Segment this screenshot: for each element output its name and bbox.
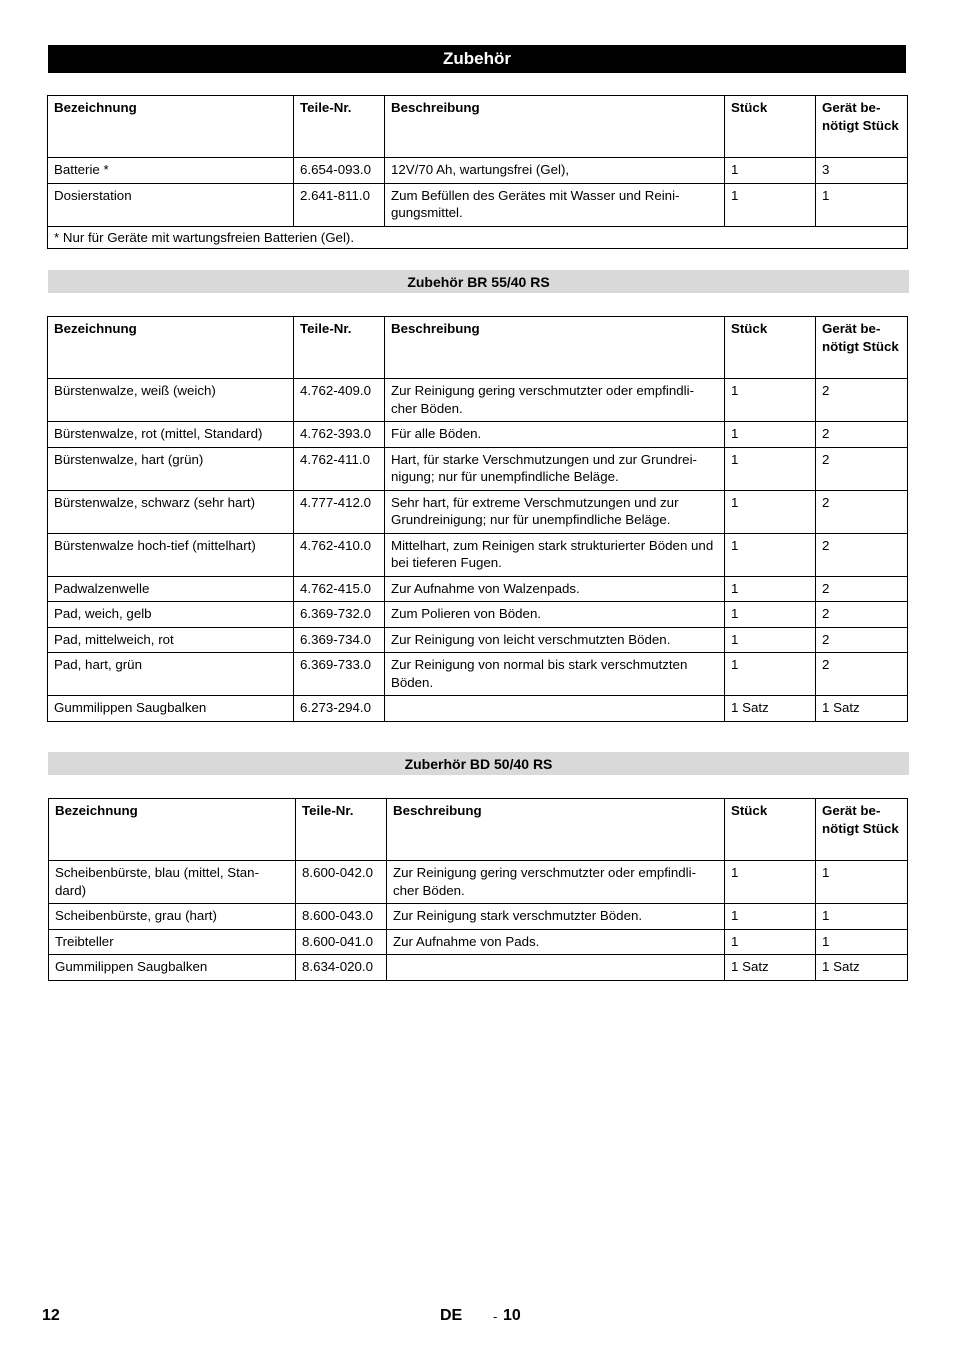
cell-name: Gummilippen Saugbalken <box>49 955 296 981</box>
cell-part: 8.600-043.0 <box>296 904 387 930</box>
table-row <box>48 422 908 448</box>
cell-desc <box>385 696 725 722</box>
cell-desc: Zur Reinigung gering verschmutzter oder empfindli-cher Böden. <box>387 861 725 904</box>
cell-qty: 1 <box>725 422 816 448</box>
table-header-row <box>49 799 908 861</box>
cell-qty: 1 <box>725 183 816 226</box>
cell-name: Bürstenwalze, weiß (weich) <box>48 379 294 422</box>
cell-name: Gummilippen Saugbalken <box>48 696 294 722</box>
cell-need: 1 <box>816 183 908 226</box>
cell-qty: 1 <box>725 447 816 490</box>
cell-need: 2 <box>816 627 908 653</box>
column-header-need: Gerät be-nötigt Stück <box>816 96 908 158</box>
column-header-qty: Stück <box>725 96 816 158</box>
column-header-qty: Stück <box>725 317 816 379</box>
cell-desc: Hart, für starke Verschmutzungen und zur Grundrei-nigung; nur für unempfindliche Beläge. <box>385 447 725 490</box>
column-header-need: Gerät be-nötigt Stück <box>816 799 908 861</box>
column-header-name: Bezeichnung <box>48 96 294 158</box>
cell-qty: 1 <box>725 490 816 533</box>
cell-qty: 1 <box>725 533 816 576</box>
cell-part: 4.762-410.0 <box>294 533 385 576</box>
cell-part: 8.600-042.0 <box>296 861 387 904</box>
cell-name: Padwalzenwelle <box>48 576 294 602</box>
cell-desc: Zur Reinigung von leicht verschmutzten Böden. <box>385 627 725 653</box>
cell-qty: 1 <box>725 379 816 422</box>
footnote: * Nur für Geräte mit wartungsfreien Batterien (Gel). <box>48 226 908 249</box>
table-row <box>48 183 908 226</box>
table-row <box>48 653 908 696</box>
page-in-language: 10 <box>503 1307 521 1324</box>
cell-part: 6.654-093.0 <box>294 158 385 184</box>
page-title: Zubehör <box>48 45 906 73</box>
column-header-qty: Stück <box>725 799 816 861</box>
cell-part: 4.762-393.0 <box>294 422 385 448</box>
cell-need: 2 <box>816 602 908 628</box>
column-header-part: Teile-Nr. <box>296 799 387 861</box>
table-row <box>48 447 908 490</box>
cell-name: Pad, weich, gelb <box>48 602 294 628</box>
cell-part: 6.369-733.0 <box>294 653 385 696</box>
cell-name: Scheibenbürste, blau (mittel, Stan-dard) <box>49 861 296 904</box>
cell-need: 1 Satz <box>816 696 908 722</box>
cell-name: Batterie * <box>48 158 294 184</box>
cell-desc: Zur Reinigung gering verschmutzter oder empfindli-cher Böden. <box>385 379 725 422</box>
cell-desc: Zum Befüllen des Gerätes mit Wasser und Reini-gungsmittel. <box>385 183 725 226</box>
cell-need: 2 <box>816 422 908 448</box>
cell-need: 2 <box>816 490 908 533</box>
language-code: DE <box>440 1307 463 1324</box>
cell-part: 8.634-020.0 <box>296 955 387 981</box>
column-header-desc: Beschreibung <box>387 799 725 861</box>
cell-desc: Zur Reinigung von normal bis stark verschmutzten Böden. <box>385 653 725 696</box>
cell-part: 8.600-041.0 <box>296 929 387 955</box>
cell-qty: 1 Satz <box>725 696 816 722</box>
table-row <box>49 955 908 981</box>
cell-need: 1 <box>816 861 908 904</box>
cell-part: 6.369-732.0 <box>294 602 385 628</box>
cell-desc: Sehr hart, für extreme Verschmutzungen und zur Grundreinigung; nur für unempfindliche Beläge. <box>385 490 725 533</box>
cell-need: 2 <box>816 533 908 576</box>
table-row <box>48 158 908 184</box>
cell-name: Pad, hart, grün <box>48 653 294 696</box>
cell-desc: Mittelhart, zum Reinigen stark strukturierter Böden und bei tieferen Fugen. <box>385 533 725 576</box>
cell-qty: 1 <box>725 627 816 653</box>
cell-qty: 1 <box>725 861 816 904</box>
section-heading-br: Zubehör BR 55/40 RS <box>48 270 909 293</box>
cell-need: 2 <box>816 379 908 422</box>
cell-need: 3 <box>816 158 908 184</box>
cell-name: Bürstenwalze, rot (mittel, Standard) <box>48 422 294 448</box>
cell-qty: 1 <box>725 602 816 628</box>
table-row <box>49 904 908 930</box>
cell-name: Scheibenbürste, grau (hart) <box>49 904 296 930</box>
cell-need: 1 <box>816 929 908 955</box>
cell-desc: Für alle Böden. <box>385 422 725 448</box>
cell-need: 1 <box>816 904 908 930</box>
table-row <box>48 627 908 653</box>
column-header-desc: Beschreibung <box>385 317 725 379</box>
table-header-row <box>48 317 908 379</box>
cell-part: 6.273-294.0 <box>294 696 385 722</box>
accessories-table-br <box>47 316 908 722</box>
cell-qty: 1 Satz <box>725 955 816 981</box>
column-header-part: Teile-Nr. <box>294 96 385 158</box>
accessories-table-bd <box>48 798 908 981</box>
cell-part: 6.369-734.0 <box>294 627 385 653</box>
column-header-name: Bezeichnung <box>49 799 296 861</box>
cell-qty: 1 <box>725 576 816 602</box>
cell-desc: Zur Aufnahme von Pads. <box>387 929 725 955</box>
cell-desc: 12V/70 Ah, wartungsfrei (Gel), <box>385 158 725 184</box>
cell-desc: Zum Polieren von Böden. <box>385 602 725 628</box>
table-row <box>49 861 908 904</box>
cell-need: 2 <box>816 653 908 696</box>
cell-need: 2 <box>816 576 908 602</box>
footer-separator: - <box>493 1309 498 1324</box>
cell-qty: 1 <box>725 653 816 696</box>
section-heading-bd: Zuberhör BD 50/40 RS <box>48 752 909 775</box>
column-header-name: Bezeichnung <box>48 317 294 379</box>
footnote-row <box>48 226 908 249</box>
cell-part: 4.762-409.0 <box>294 379 385 422</box>
cell-part: 2.641-811.0 <box>294 183 385 226</box>
page-number: 12 <box>42 1307 60 1324</box>
cell-need: 1 Satz <box>816 955 908 981</box>
table-row <box>49 929 908 955</box>
accessories-table <box>47 95 908 249</box>
cell-part: 4.762-411.0 <box>294 447 385 490</box>
cell-name: Dosierstation <box>48 183 294 226</box>
table-row <box>48 576 908 602</box>
cell-qty: 1 <box>725 904 816 930</box>
cell-name: Bürstenwalze, schwarz (sehr hart) <box>48 490 294 533</box>
column-header-part: Teile-Nr. <box>294 317 385 379</box>
table-row <box>48 533 908 576</box>
table-header-row <box>48 96 908 158</box>
cell-name: Bürstenwalze, hart (grün) <box>48 447 294 490</box>
cell-desc: Zur Reinigung stark verschmutzter Böden. <box>387 904 725 930</box>
table-row <box>48 602 908 628</box>
cell-part: 4.762-415.0 <box>294 576 385 602</box>
table-row <box>48 379 908 422</box>
cell-name: Bürstenwalze hoch-tief (mittelhart) <box>48 533 294 576</box>
cell-desc <box>387 955 725 981</box>
cell-need: 2 <box>816 447 908 490</box>
table-row <box>48 490 908 533</box>
cell-qty: 1 <box>725 158 816 184</box>
cell-part: 4.777-412.0 <box>294 490 385 533</box>
column-header-desc: Beschreibung <box>385 96 725 158</box>
cell-qty: 1 <box>725 929 816 955</box>
cell-name: Treibteller <box>49 929 296 955</box>
column-header-need: Gerät be-nötigt Stück <box>816 317 908 379</box>
table-row <box>48 696 908 722</box>
cell-name: Pad, mittelweich, rot <box>48 627 294 653</box>
cell-desc: Zur Aufnahme von Walzenpads. <box>385 576 725 602</box>
